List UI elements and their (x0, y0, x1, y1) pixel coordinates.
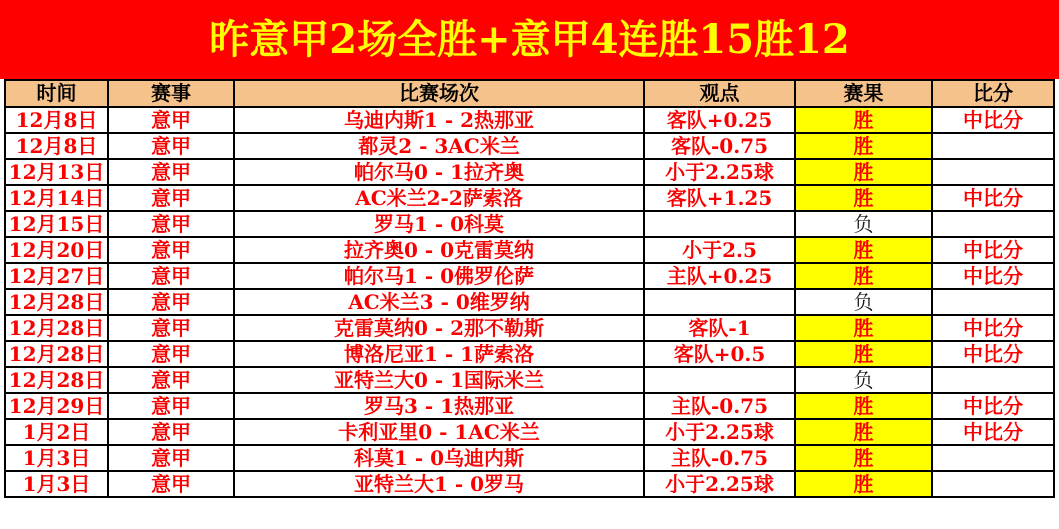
header-match: 比赛场次 (234, 80, 644, 107)
match-cell: AC米兰3 - 0维罗纳 (234, 289, 644, 315)
table-header (5, 80, 1054, 107)
result-cell: 胜 (795, 445, 932, 471)
result-cell: 胜 (795, 237, 932, 263)
header-time: 时间 (5, 80, 108, 107)
league-cell: 意甲 (108, 289, 234, 315)
league-cell: 意甲 (108, 367, 234, 393)
date-cell: 1月3日 (5, 445, 108, 471)
score-note-cell (932, 367, 1054, 393)
opinion-cell (644, 289, 795, 315)
score-note-cell (932, 289, 1054, 315)
match-cell: 拉齐奥0 - 0克雷莫纳 (234, 237, 644, 263)
result-cell: 胜 (795, 419, 932, 445)
table-row (5, 185, 1054, 211)
opinion-cell: 客队-1 (644, 315, 795, 341)
result-cell: 胜 (795, 471, 932, 497)
opinion-cell: 主队-0.75 (644, 393, 795, 419)
date-cell: 12月27日 (5, 263, 108, 289)
table-row (5, 445, 1054, 471)
table-row (5, 393, 1054, 419)
date-cell: 12月8日 (5, 107, 108, 133)
table-row (5, 159, 1054, 185)
table-row (5, 315, 1054, 341)
table-row (5, 133, 1054, 159)
league-cell: 意甲 (108, 107, 234, 133)
date-cell: 12月28日 (5, 315, 108, 341)
score-note-cell: 中比分 (932, 107, 1054, 133)
league-cell: 意甲 (108, 159, 234, 185)
league-cell: 意甲 (108, 445, 234, 471)
table-row (5, 289, 1054, 315)
date-cell: 12月29日 (5, 393, 108, 419)
league-cell: 意甲 (108, 471, 234, 497)
score-note-cell: 中比分 (932, 237, 1054, 263)
opinion-cell: 客队-0.75 (644, 133, 795, 159)
result-cell: 胜 (795, 185, 932, 211)
match-cell: 克雷莫纳0 - 2那不勒斯 (234, 315, 644, 341)
date-cell: 12月14日 (5, 185, 108, 211)
league-cell: 意甲 (108, 237, 234, 263)
header-result: 赛果 (795, 80, 932, 107)
date-cell: 12月13日 (5, 159, 108, 185)
result-cell: 胜 (795, 341, 932, 367)
match-cell: 罗马1 - 0科莫 (234, 211, 644, 237)
promo-banner (0, 0, 1059, 79)
table-row (5, 341, 1054, 367)
league-cell: 意甲 (108, 211, 234, 237)
result-cell: 胜 (795, 263, 932, 289)
date-cell: 12月15日 (5, 211, 108, 237)
league-cell: 意甲 (108, 341, 234, 367)
league-cell: 意甲 (108, 185, 234, 211)
match-cell: 乌迪内斯1 - 2热那亚 (234, 107, 644, 133)
table-row (5, 367, 1054, 393)
opinion-cell (644, 211, 795, 237)
table-row (5, 237, 1054, 263)
league-cell: 意甲 (108, 133, 234, 159)
match-cell: 亚特兰大0 - 1国际米兰 (234, 367, 644, 393)
score-note-cell: 中比分 (932, 419, 1054, 445)
table-row (5, 471, 1054, 497)
header-opinion: 观点 (644, 80, 795, 107)
match-cell: AC米兰2-2萨索洛 (234, 185, 644, 211)
header-score: 比分 (932, 80, 1054, 107)
score-note-cell: 中比分 (932, 315, 1054, 341)
league-cell: 意甲 (108, 393, 234, 419)
score-note-cell (932, 445, 1054, 471)
opinion-cell: 小于2.25球 (644, 419, 795, 445)
result-cell: 胜 (795, 393, 932, 419)
opinion-cell: 小于2.5 (644, 237, 795, 263)
match-cell: 亚特兰大1 - 0罗马 (234, 471, 644, 497)
league-cell: 意甲 (108, 263, 234, 289)
match-cell: 科莫1 - 0乌迪内斯 (234, 445, 644, 471)
match-cell: 罗马3 - 1热那亚 (234, 393, 644, 419)
score-note-cell: 中比分 (932, 393, 1054, 419)
score-note-cell: 中比分 (932, 341, 1054, 367)
result-cell: 负 (795, 289, 932, 315)
table-row (5, 211, 1054, 237)
table-row (5, 419, 1054, 445)
opinion-cell (644, 367, 795, 393)
opinion-cell: 小于2.25球 (644, 159, 795, 185)
score-note-cell (932, 133, 1054, 159)
league-cell: 意甲 (108, 315, 234, 341)
score-note-cell (932, 211, 1054, 237)
result-cell: 胜 (795, 107, 932, 133)
match-cell: 卡利亚里0 - 1AC米兰 (234, 419, 644, 445)
table-row (5, 263, 1054, 289)
league-cell: 意甲 (108, 419, 234, 445)
date-cell: 12月20日 (5, 237, 108, 263)
match-cell: 帕尔马1 - 0佛罗伦萨 (234, 263, 644, 289)
results-table (4, 79, 1055, 498)
result-cell: 胜 (795, 159, 932, 185)
promo-banner-title: 昨意甲2场全胜+意甲4连胜15胜12 (209, 15, 850, 63)
result-cell: 胜 (795, 315, 932, 341)
result-cell: 胜 (795, 133, 932, 159)
match-cell: 都灵2 - 3AC米兰 (234, 133, 644, 159)
match-cell: 博洛尼亚1 - 1萨索洛 (234, 341, 644, 367)
opinion-cell: 客队+0.25 (644, 107, 795, 133)
score-note-cell (932, 471, 1054, 497)
opinion-cell: 客队+1.25 (644, 185, 795, 211)
result-cell: 负 (795, 367, 932, 393)
table-body (5, 107, 1054, 497)
header-league: 赛事 (108, 80, 234, 107)
score-note-cell (932, 159, 1054, 185)
date-cell: 1月2日 (5, 419, 108, 445)
table-header-row (5, 80, 1054, 107)
table-row (5, 107, 1054, 133)
date-cell: 12月28日 (5, 289, 108, 315)
opinion-cell: 主队-0.75 (644, 445, 795, 471)
score-note-cell: 中比分 (932, 263, 1054, 289)
opinion-cell: 主队+0.25 (644, 263, 795, 289)
date-cell: 12月8日 (5, 133, 108, 159)
score-note-cell: 中比分 (932, 185, 1054, 211)
opinion-cell: 小于2.25球 (644, 471, 795, 497)
date-cell: 1月3日 (5, 471, 108, 497)
result-cell: 负 (795, 211, 932, 237)
opinion-cell: 客队+0.5 (644, 341, 795, 367)
date-cell: 12月28日 (5, 341, 108, 367)
match-cell: 帕尔马0 - 1拉齐奥 (234, 159, 644, 185)
date-cell: 12月28日 (5, 367, 108, 393)
